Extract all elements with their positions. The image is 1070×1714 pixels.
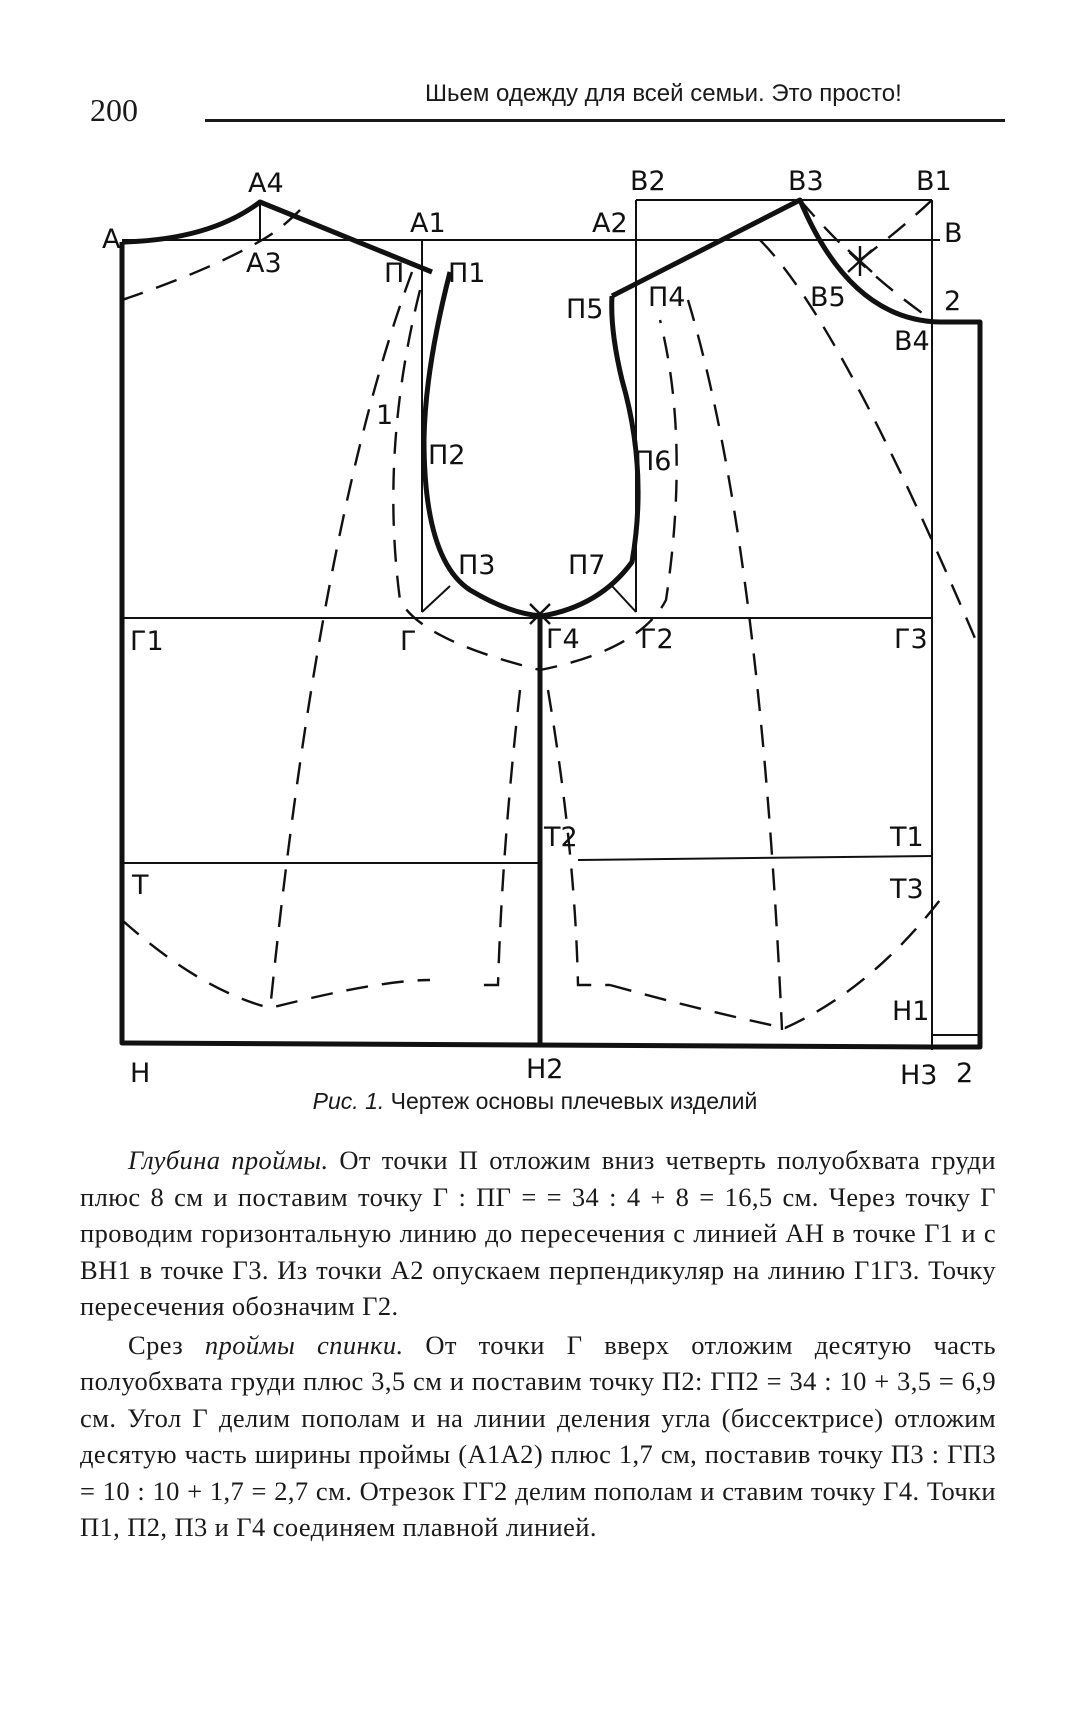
figure-caption-number: Рис. 1. — [312, 1088, 385, 1114]
label-a: А — [102, 224, 121, 255]
paragraph-armhole-depth — [80, 1142, 996, 1325]
body-text — [80, 1142, 996, 1548]
label-h: Н — [130, 1058, 151, 1089]
paragraph-back-armhole — [80, 1327, 996, 1546]
label-b: В — [944, 218, 963, 249]
label-b2: В2 — [630, 166, 666, 197]
dash-dart-front-right — [688, 300, 782, 1030]
paragraph-2-heading: проймы спинки. — [204, 1329, 404, 1360]
label-a1: А1 — [410, 208, 446, 239]
figure-caption-text: Чертеж основы плечевых изделий — [384, 1088, 758, 1114]
paragraph-2-lead: Срез — [128, 1329, 205, 1360]
page-number: 200 — [90, 92, 138, 128]
label-h2: Н2 — [526, 1054, 564, 1085]
label-p4: П4 — [648, 282, 686, 313]
paragraph-1-text: От точки П отложим вниз четверть полуобхвата груди плюс 8 см и поставим точку Г : ПГ = = 34 : 4 + 8 = 16,5 см. Через точку Г проводим горизонтальную линию до пересечения с линией АН в точке Г1 и с ВН1 в точке Г3. Из точки А2 опускаем перпендикуляр на линию Г1Г3. Точку пересечения обозначим Г2. — [80, 1145, 996, 1321]
line-t2-t1 — [578, 856, 932, 860]
label-b4: В4 — [894, 326, 930, 357]
label-h3: Н3 — [900, 1060, 938, 1091]
label-b1: В1 — [916, 166, 952, 197]
label-p3: П3 — [458, 550, 496, 581]
label-p: П — [384, 258, 405, 289]
label-h1: Н1 — [892, 996, 930, 1027]
label-a2: А2 — [592, 208, 628, 239]
label-g4: Г4 — [546, 624, 580, 655]
label-p2: П2 — [428, 440, 466, 471]
pattern-drawing — [95, 160, 985, 1100]
paragraph-2-text: От точки Г вверх отложим десятую часть полуобхвата груди плюс 3,5 см и поставим точку П2: ГП2 = 34 : 10 + 3,5 = 6,9 см. Угол Г делим пополам и на линии деления угла (биссектрисе) отложим десятую часть ширины проймы (А1А2) плюс 1,7 см, поставив точку П3 : ГП3 = 10 : 10 + 1,7 = 2,7 см. Отрезок ГГ2 делим пополам и ставим точку Г4. Точки П1, П2, П3 и Г4 соединяем плавной линией. — [80, 1329, 997, 1542]
label-a3: А3 — [246, 248, 282, 279]
label-two-top: 2 — [944, 286, 962, 317]
label-g: Г — [400, 626, 417, 657]
paragraph-1-heading: Глубина проймы. — [128, 1145, 329, 1175]
dash-dart-back-right — [470, 690, 520, 985]
label-g1: Г1 — [130, 626, 164, 657]
header-rule — [205, 119, 1005, 122]
label-t1: Т1 — [890, 822, 924, 853]
label-p6: П6 — [634, 446, 672, 477]
dash-dart-back-left — [270, 272, 412, 1010]
dash-neck-small — [262, 210, 300, 240]
label-two-bottom: 2 — [956, 1058, 974, 1089]
label-p1: П1 — [448, 258, 486, 289]
label-b3: В3 — [788, 166, 824, 197]
dash-hem-back — [122, 920, 430, 1008]
bisector-g — [422, 586, 450, 612]
label-p7: П7 — [568, 550, 606, 581]
figure-caption — [0, 1088, 1070, 1115]
label-p5: П5 — [566, 294, 604, 325]
label-one: 1 — [376, 400, 394, 431]
label-g2: Г2 — [640, 624, 674, 655]
label-t3: Т3 — [890, 874, 924, 905]
running-title: Шьем одежду для всей семьи. Это просто! — [425, 80, 902, 107]
label-a4: А4 — [248, 168, 284, 199]
bisector-g2 — [612, 586, 636, 612]
dash-neck-back — [122, 240, 262, 300]
label-g3: Г3 — [894, 624, 928, 655]
label-t: Т — [132, 870, 149, 901]
label-b5: В5 — [810, 282, 846, 313]
label-t2: Т2 — [544, 822, 578, 853]
